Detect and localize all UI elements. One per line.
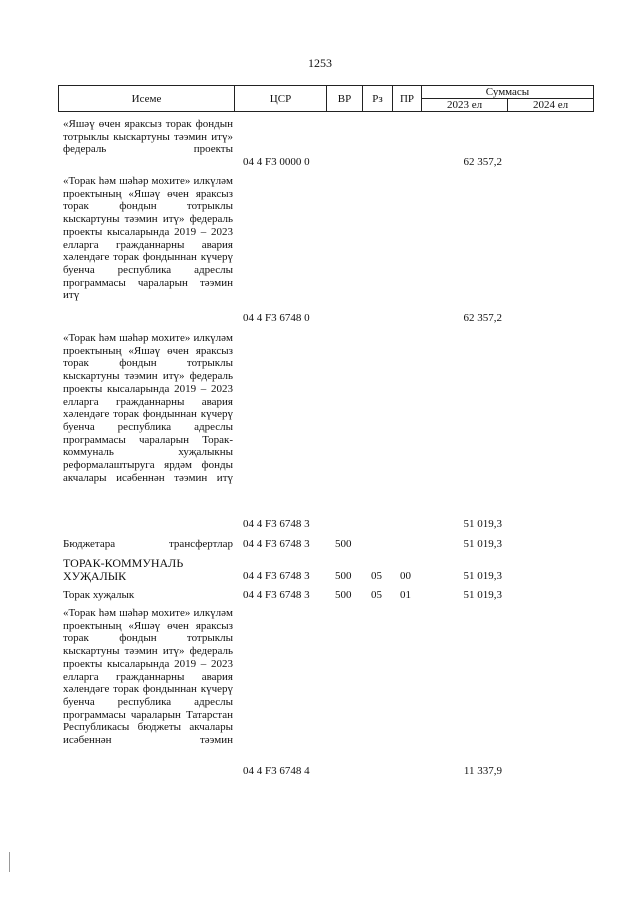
- row-sum-2023: 51 019,3: [463, 538, 502, 550]
- row-name: Бюджетара трансфертлар: [63, 538, 233, 550]
- row-sum-2023: 51 019,3: [463, 570, 502, 582]
- row-csr: 04 4 F3 0000 0: [243, 156, 310, 168]
- row-name: Торак хуҗалык: [63, 589, 135, 601]
- row-csr: 04 4 F3 6748 3: [243, 589, 310, 601]
- row-vr: 500: [335, 570, 352, 582]
- row-csr: 04 4 F3 6748 4: [243, 765, 310, 777]
- header-csr: ЦСР: [235, 86, 327, 112]
- row-vr: 500: [335, 589, 352, 601]
- row-sum-2023: 62 357,2: [463, 312, 502, 324]
- row-rz: 05: [371, 570, 382, 582]
- row-sum-2023: 51 019,3: [463, 589, 502, 601]
- row-csr: 04 4 F3 6748 3: [243, 518, 310, 530]
- row-pr: 00: [400, 570, 411, 582]
- row-name: «Торак һәм шәһәр мохите» илкүләм проектының «Яшәү өчен яраксыз торак фондын тотрыклы кыскартуны тәэмин итү» федераль проекты кысаларында 2019 – 2023 елларга гражданнарны авария хәлендәге торак фондыннан күчерү буенча республика адреслы программасы чараларын тәэмин итү: [63, 175, 233, 302]
- row-csr: 04 4 F3 6748 3: [243, 570, 310, 582]
- header-rz: Рз: [363, 86, 393, 112]
- row-pr: 01: [400, 589, 411, 601]
- row-rz: 05: [371, 589, 382, 601]
- row-name: «Торак һәм шәһәр мохите» илкүләм проектының «Яшәү өчен яраксыз торак фондын тотрыклы кыскартуны тәэмин итү» федераль проекты кысаларында 2019 – 2023 елларга гражданнарны авария хәлендәге торак фондыннан күчерү буенча республика адреслы программасы чараларын Татарстан Республикасы бюджеты акчалары исәбеннән тәэмин: [63, 607, 233, 747]
- scan-margin-mark: [9, 852, 10, 872]
- row-name: «Яшәү өчен яраксыз торак фондын тотрыклы кыскартуны тәэмин итү» федераль проекты: [63, 118, 233, 156]
- row-name: «Торак һәм шәһәр мохите» илкүләм проектының «Яшәү өчен яраксыз торак фондын тотрыклы кыскартуны тәэмин итү» федераль проекты кысаларында 2019 – 2023 елларга гражданнарны авария хәлендәге торак фондыннан күчерү буенча республика адреслы программасы чараларын Торак-коммуналь хуҗалыкны реформалаштыруга ярдәм фонды акчалары исәбеннән тәэмин итү: [63, 332, 233, 484]
- header-pr: ПР: [393, 86, 422, 112]
- header-year-2023: 2023 ел: [422, 99, 508, 112]
- row-name: ТОРАК-КОММУНАЛЬ ХУҖАЛЫК: [63, 556, 184, 583]
- row-sum-2023: 11 337,9: [463, 765, 502, 777]
- header-sums: Суммасы: [422, 86, 594, 99]
- row-csr: 04 4 F3 6748 0: [243, 312, 310, 324]
- row-csr: 04 4 F3 6748 3: [243, 538, 310, 550]
- row-sum-2023: 62 357,2: [463, 156, 502, 168]
- row-sum-2023: 51 019,3: [463, 518, 502, 530]
- header-year-2024: 2024 ел: [508, 99, 594, 112]
- header-name: Исеме: [59, 86, 235, 112]
- page-number: 1253: [308, 56, 332, 70]
- row-vr: 500: [335, 538, 352, 550]
- header-vr: ВР: [327, 86, 363, 112]
